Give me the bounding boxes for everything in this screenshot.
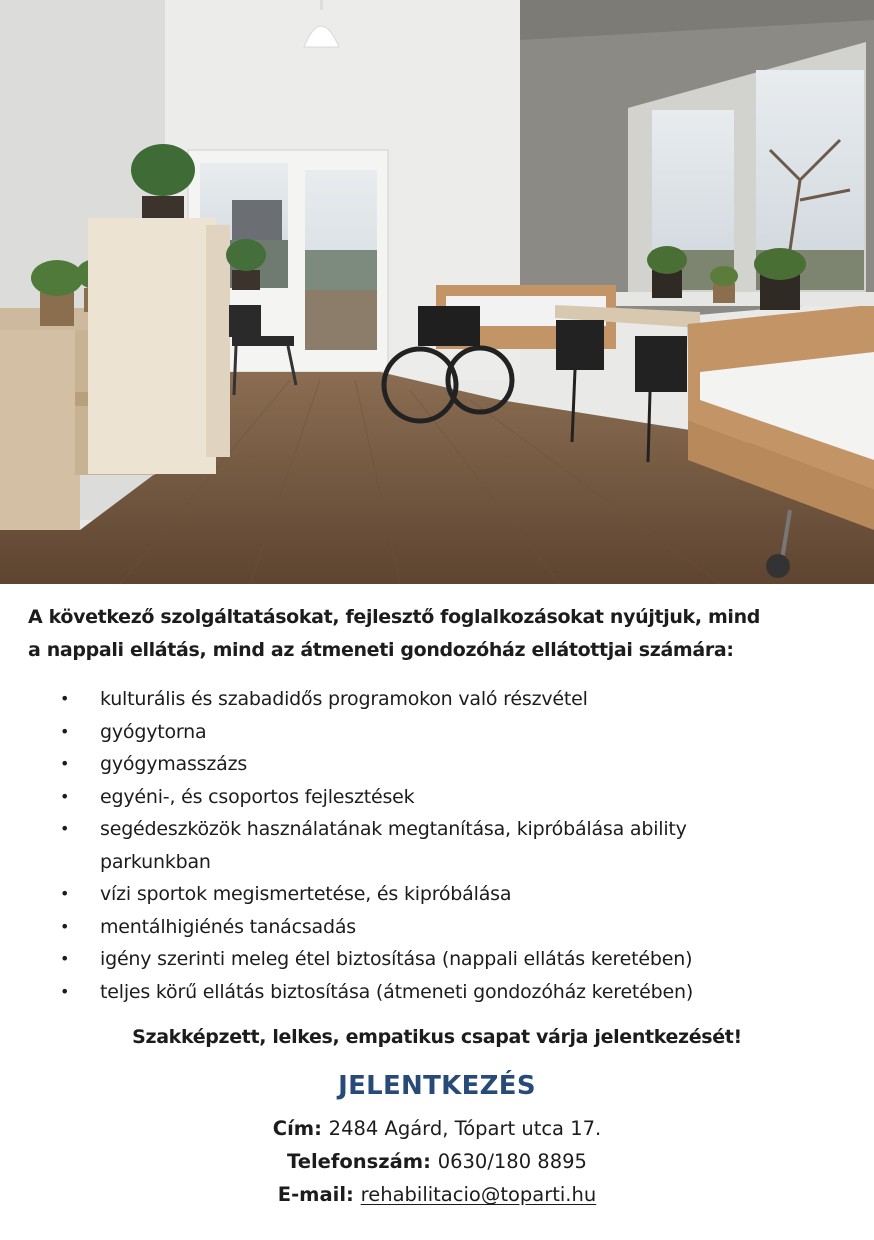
email-label: E-mail: [277,1183,361,1206]
contact-phone [0,1145,874,1179]
bullet-icon: • [60,916,70,936]
intro-line-1: A következő szolgáltatásokat, fejlesztő foglalkozásokat nyújtjuk, mind [28,606,761,628]
contact-address [0,1112,874,1146]
service-item [60,943,850,976]
contact-email [0,1178,874,1212]
section-heading: JELENTKEZÉS [338,1071,536,1101]
service-text: parkunkban [100,850,211,873]
service-text: gyógymasszázs [100,753,248,775]
service-item [60,683,850,716]
email-link[interactable]: rehabilitacio@toparti.hu [360,1183,597,1206]
service-text: egyéni-, és csoportos fejlesztések [100,785,415,808]
bullet-icon: • [60,949,70,968]
service-item [60,781,850,814]
intro-line-2: a nappali ellátás, mind az átmeneti gondozóház ellátottjai számára: [28,639,734,661]
service-text: kulturális és szabadidős programokon való részvétel [100,688,588,710]
phone-value: 0630/180 8895 [437,1150,587,1173]
service-text: gyógytorna [100,720,207,743]
tagline: Szakképzett, lelkes, empatikus csapat várja jelentkezését! [132,1026,742,1048]
service-item [60,813,850,878]
address-label: Cím: [272,1117,329,1140]
service-text: vízi sportok megismertetése, és kipróbálása [100,883,512,905]
service-text: mentálhigiénés tanácsadás [100,915,356,938]
bullet-icon: • [60,981,70,1001]
service-item [60,748,850,781]
bullet-icon: • [60,721,70,741]
service-text: igény szerinti meleg étel biztosítása (nappali ellátás keretében) [100,948,693,970]
service-item [60,976,850,1009]
bullet-icon: • [60,689,70,708]
services-list [60,683,850,1008]
address-value: 2484 Agárd, Tópart utca 17. [328,1117,602,1140]
service-item [60,878,850,911]
bullet-icon: • [60,754,70,773]
service-item [60,716,850,749]
service-text: segédeszközök használatának megtanítása, kipróbálása ability [100,818,687,840]
phone-label: Telefonszám: [287,1150,438,1173]
bullet-icon: • [60,819,70,838]
rehabilitation-room-photo [0,0,874,584]
service-item [60,911,850,944]
bullet-icon: • [60,884,70,903]
service-text: teljes körű ellátás biztosítása (átmeneti gondozóház keretében) [100,980,694,1003]
bullet-icon: • [60,786,70,806]
intro-text [28,601,858,667]
